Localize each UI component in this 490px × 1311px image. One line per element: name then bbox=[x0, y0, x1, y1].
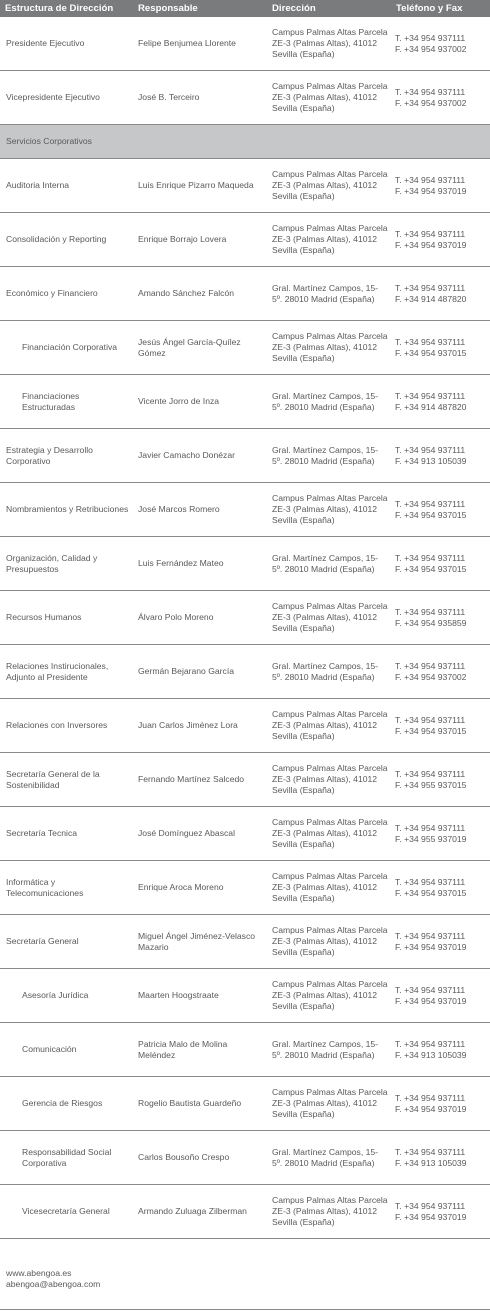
fax-number: F. +34 913 105039 bbox=[395, 1157, 467, 1168]
phone-number: T. +34 954 937111 bbox=[395, 86, 466, 97]
cell-estructura: Secretaría Tecnica bbox=[0, 807, 133, 861]
phone-number: T. +34 954 937111 bbox=[395, 768, 466, 779]
table-row bbox=[0, 267, 490, 321]
cell-estructura: Secretaría General de la Sostenibilidad bbox=[0, 753, 133, 807]
table-row bbox=[0, 537, 490, 591]
cell-responsable: Maarten Hoogstraate bbox=[133, 969, 267, 1023]
cell-responsable: Vicente Jorro de Inza bbox=[133, 375, 267, 429]
phone-number: T. +34 954 937111 bbox=[395, 1038, 466, 1049]
phone-number: T. +34 954 937111 bbox=[395, 336, 466, 347]
fax-number: F. +34 955 937019 bbox=[395, 833, 467, 844]
cell-telefono bbox=[391, 699, 490, 753]
fax-number: F. +34 954 937019 bbox=[395, 995, 467, 1006]
email-link[interactable]: abengoa@abengoa.com bbox=[6, 1279, 101, 1289]
cell-direccion: Campus Palmas Altas Parcela ZE-3 (Palmas Altas), 41012 Sevilla (España) bbox=[267, 591, 391, 645]
section-title: Servicios Corporativos bbox=[0, 125, 490, 159]
cell-direccion: Campus Palmas Altas Parcela ZE-3 (Palmas Altas), 41012 Sevilla (España) bbox=[267, 915, 391, 969]
fax-number: F. +34 954 937019 bbox=[395, 1103, 467, 1114]
cell-estructura: Económico y Financiero bbox=[0, 267, 133, 321]
cell-estructura: Estrategia y Desarrollo Corporativo bbox=[0, 429, 133, 483]
cell-direccion: Gral. Martínez Campos, 15-5º. 28010 Madrid (España) bbox=[267, 375, 391, 429]
phone-number: T. +34 954 937111 bbox=[395, 984, 466, 995]
cell-estructura: Secretaría General bbox=[0, 915, 133, 969]
cell-responsable: Rogelio Bautista Guardeño bbox=[133, 1077, 267, 1131]
cell-direccion: Gral. Martínez Campos, 15-5º. 28010 Madrid (España) bbox=[267, 645, 391, 699]
table-row bbox=[0, 483, 490, 537]
table-row bbox=[0, 645, 490, 699]
cell-estructura: Asesoría Jurídica bbox=[0, 969, 133, 1023]
table-row bbox=[0, 375, 490, 429]
header-telefono: Teléfono y Fax bbox=[391, 0, 490, 17]
cell-direccion: Campus Palmas Altas Parcela ZE-3 (Palmas Altas), 41012 Sevilla (España) bbox=[267, 71, 391, 125]
cell-telefono bbox=[391, 1185, 490, 1239]
cell-estructura: Gerencia de Riesgos bbox=[0, 1077, 133, 1131]
cell-responsable: José Marcos Romero bbox=[133, 483, 267, 537]
phone-number: T. +34 954 937111 bbox=[395, 282, 466, 293]
table-row bbox=[0, 753, 490, 807]
phone-number: T. +34 954 937111 bbox=[395, 606, 466, 617]
cell-direccion: Gral. Martínez Campos, 15-5º. 28010 Madrid (España) bbox=[267, 1023, 391, 1077]
cell-telefono bbox=[391, 807, 490, 861]
fax-number: F. +34 954 937019 bbox=[395, 941, 467, 952]
table-row bbox=[0, 1023, 490, 1077]
fax-number: F. +34 914 487820 bbox=[395, 293, 467, 304]
cell-direccion: Campus Palmas Altas Parcela ZE-3 (Palmas Altas), 41012 Sevilla (España) bbox=[267, 321, 391, 375]
cell-direccion: Campus Palmas Altas Parcela ZE-3 (Palmas Altas), 41012 Sevilla (España) bbox=[267, 17, 391, 71]
cell-responsable: Luis Fernández Mateo bbox=[133, 537, 267, 591]
cell-direccion: Campus Palmas Altas Parcela ZE-3 (Palmas Altas), 41012 Sevilla (España) bbox=[267, 969, 391, 1023]
cell-estructura: Informática y Telecomunicaciones bbox=[0, 861, 133, 915]
table-row bbox=[0, 807, 490, 861]
cell-estructura: Auditoria Interna bbox=[0, 159, 133, 213]
cell-direccion: Gral. Martínez Campos, 15-5º. 28010 Madrid (España) bbox=[267, 267, 391, 321]
cell-estructura: Financiación Corporativa bbox=[0, 321, 133, 375]
cell-responsable: Jesús Ángel García-Quílez Gómez bbox=[133, 321, 267, 375]
cell-estructura: Relaciones con Inversores bbox=[0, 699, 133, 753]
cell-responsable: Germán Bejarano García bbox=[133, 645, 267, 699]
cell-estructura: Vicepresidente Ejecutivo bbox=[0, 71, 133, 125]
fax-number: F. +34 954 937019 bbox=[395, 239, 467, 250]
cell-telefono bbox=[391, 1023, 490, 1077]
cell-estructura: Comunicación bbox=[0, 1023, 133, 1077]
table-row bbox=[0, 429, 490, 483]
fax-number: F. +34 913 105039 bbox=[395, 455, 467, 466]
cell-responsable: Álvaro Polo Moreno bbox=[133, 591, 267, 645]
cell-telefono bbox=[391, 71, 490, 125]
fax-number: F. +34 954 937015 bbox=[395, 509, 467, 520]
cell-responsable: Fernando Martínez Salcedo bbox=[133, 753, 267, 807]
cell-direccion: Gral. Martínez Campos, 15-5º. 28010 Madrid (España) bbox=[267, 537, 391, 591]
cell-direccion: Campus Palmas Altas Parcela ZE-3 (Palmas Altas), 41012 Sevilla (España) bbox=[267, 699, 391, 753]
cell-telefono bbox=[391, 213, 490, 267]
cell-direccion: Campus Palmas Altas Parcela ZE-3 (Palmas Altas), 41012 Sevilla (España) bbox=[267, 861, 391, 915]
cell-responsable: Enrique Aroca Moreno bbox=[133, 861, 267, 915]
fax-number: F. +34 954 937019 bbox=[395, 1211, 467, 1222]
fax-number: F. +34 954 937019 bbox=[395, 185, 467, 196]
fax-number: F. +34 954 935859 bbox=[395, 617, 467, 628]
table-row bbox=[0, 1185, 490, 1239]
cell-estructura: Organización, Calidad y Presupuestos bbox=[0, 537, 133, 591]
cell-estructura: Presidente Ejecutivo bbox=[0, 17, 133, 71]
cell-responsable: Amando Sánchez Falcón bbox=[133, 267, 267, 321]
table-row bbox=[0, 591, 490, 645]
cell-responsable: José Domínguez Abascal bbox=[133, 807, 267, 861]
cell-responsable: Miguel Ángel Jiménez-Velasco Mazario bbox=[133, 915, 267, 969]
phone-number: T. +34 954 937111 bbox=[395, 1146, 466, 1157]
cell-telefono bbox=[391, 159, 490, 213]
fax-number: F. +34 954 937015 bbox=[395, 725, 467, 736]
fax-number: F. +34 913 105039 bbox=[395, 1049, 467, 1060]
cell-telefono bbox=[391, 861, 490, 915]
phone-number: T. +34 954 937111 bbox=[395, 32, 466, 43]
cell-direccion: Campus Palmas Altas Parcela ZE-3 (Palmas Altas), 41012 Sevilla (España) bbox=[267, 807, 391, 861]
website-link[interactable]: www.abengoa.es bbox=[6, 1268, 72, 1278]
cell-estructura: Vicesecretaría General bbox=[0, 1185, 133, 1239]
cell-estructura: Responsabilidad Social Corporativa bbox=[0, 1131, 133, 1185]
table-header bbox=[0, 0, 490, 17]
table-row bbox=[0, 321, 490, 375]
phone-number: T. +34 954 937111 bbox=[395, 498, 466, 509]
footer-divider bbox=[0, 1309, 490, 1310]
table-row bbox=[0, 969, 490, 1023]
phone-number: T. +34 954 937111 bbox=[395, 714, 466, 725]
cell-telefono bbox=[391, 17, 490, 71]
fax-number: F. +34 954 937015 bbox=[395, 347, 467, 358]
cell-telefono bbox=[391, 321, 490, 375]
cell-telefono bbox=[391, 537, 490, 591]
cell-estructura: Relaciones Instirucionales, Adjunto al Presidente bbox=[0, 645, 133, 699]
cell-direccion: Campus Palmas Altas Parcela ZE-3 (Palmas Altas), 41012 Sevilla (España) bbox=[267, 1185, 391, 1239]
fax-number: F. +34 914 487820 bbox=[395, 401, 467, 412]
phone-number: T. +34 954 937111 bbox=[395, 1200, 466, 1211]
header-estructura: Estructura de Dirección bbox=[0, 0, 133, 17]
cell-direccion: Campus Palmas Altas Parcela ZE-3 (Palmas Altas), 41012 Sevilla (España) bbox=[267, 159, 391, 213]
header-responsable: Responsable bbox=[133, 0, 267, 17]
phone-number: T. +34 954 937111 bbox=[395, 876, 466, 887]
cell-estructura: Consolidación y Reporting bbox=[0, 213, 133, 267]
table-body bbox=[0, 17, 490, 1239]
cell-responsable: Javier Camacho Donézar bbox=[133, 429, 267, 483]
phone-number: T. +34 954 937111 bbox=[395, 390, 466, 401]
cell-telefono bbox=[391, 753, 490, 807]
cell-telefono bbox=[391, 969, 490, 1023]
table-row bbox=[0, 861, 490, 915]
cell-direccion: Campus Palmas Altas Parcela ZE-3 (Palmas Altas), 41012 Sevilla (España) bbox=[267, 753, 391, 807]
phone-number: T. +34 954 937111 bbox=[395, 822, 466, 833]
fax-number: F. +34 954 937002 bbox=[395, 97, 467, 108]
cell-telefono bbox=[391, 375, 490, 429]
table-row bbox=[0, 159, 490, 213]
fax-number: F. +34 954 937002 bbox=[395, 43, 467, 54]
cell-direccion: Gral. Martínez Campos, 15-5º. 28010 Madrid (España) bbox=[267, 1131, 391, 1185]
phone-number: T. +34 954 937111 bbox=[395, 174, 466, 185]
phone-number: T. +34 954 937111 bbox=[395, 1092, 466, 1103]
cell-telefono bbox=[391, 483, 490, 537]
cell-direccion: Campus Palmas Altas Parcela ZE-3 (Palmas Altas), 41012 Sevilla (España) bbox=[267, 483, 391, 537]
cell-responsable: Enrique Borrajo Lovera bbox=[133, 213, 267, 267]
fax-number: F. +34 954 937015 bbox=[395, 563, 467, 574]
table-row bbox=[0, 1131, 490, 1185]
cell-telefono bbox=[391, 1077, 490, 1131]
cell-responsable: Luis Enrique Pizarro Maqueda bbox=[133, 159, 267, 213]
fax-number: F. +34 955 937015 bbox=[395, 779, 467, 790]
table-row bbox=[0, 71, 490, 125]
cell-direccion: Campus Palmas Altas Parcela ZE-3 (Palmas Altas), 41012 Sevilla (España) bbox=[267, 1077, 391, 1131]
footer bbox=[6, 1268, 100, 1290]
fax-number: F. +34 954 937015 bbox=[395, 887, 467, 898]
table-row bbox=[0, 915, 490, 969]
cell-responsable: Carlos Bousoño Crespo bbox=[133, 1131, 267, 1185]
cell-telefono bbox=[391, 591, 490, 645]
cell-estructura: Nombramientos y Retribuciones bbox=[0, 483, 133, 537]
header-direccion: Dirección bbox=[267, 0, 391, 17]
cell-direccion: Campus Palmas Altas Parcela ZE-3 (Palmas Altas), 41012 Sevilla (España) bbox=[267, 213, 391, 267]
table-row bbox=[0, 699, 490, 753]
cell-responsable: Juan Carlos Jiménez Lora bbox=[133, 699, 267, 753]
table-row bbox=[0, 17, 490, 71]
cell-responsable: Felipe Benjumea Llorente bbox=[133, 17, 267, 71]
table-row bbox=[0, 213, 490, 267]
phone-number: T. +34 954 937111 bbox=[395, 552, 466, 563]
cell-telefono bbox=[391, 429, 490, 483]
table-row bbox=[0, 1077, 490, 1131]
cell-estructura: Financiaciones Estructuradas bbox=[0, 375, 133, 429]
section-row bbox=[0, 125, 490, 159]
cell-estructura: Recursos Humanos bbox=[0, 591, 133, 645]
phone-number: T. +34 954 937111 bbox=[395, 660, 466, 671]
cell-responsable: Armando Zuluaga Zilberman bbox=[133, 1185, 267, 1239]
cell-responsable: José B. Terceiro bbox=[133, 71, 267, 125]
phone-number: T. +34 954 937111 bbox=[395, 444, 466, 455]
cell-telefono bbox=[391, 267, 490, 321]
cell-responsable: Patricia Malo de Molina Meléndez bbox=[133, 1023, 267, 1077]
cell-telefono bbox=[391, 915, 490, 969]
cell-direccion: Gral. Martínez Campos, 15-5º. 28010 Madrid (España) bbox=[267, 429, 391, 483]
cell-telefono bbox=[391, 1131, 490, 1185]
fax-number: F. +34 954 937002 bbox=[395, 671, 467, 682]
cell-telefono bbox=[391, 645, 490, 699]
phone-number: T. +34 954 937111 bbox=[395, 930, 466, 941]
phone-number: T. +34 954 937111 bbox=[395, 228, 466, 239]
